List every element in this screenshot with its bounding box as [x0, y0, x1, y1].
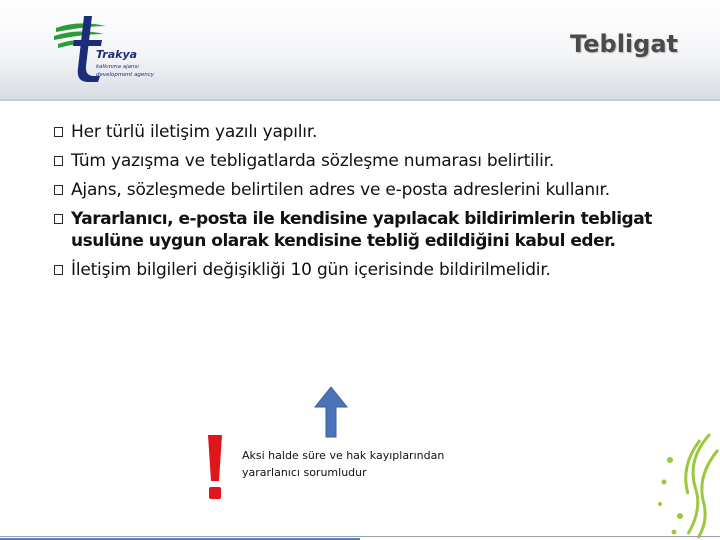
logo: [48, 10, 188, 90]
header-divider: [0, 99, 720, 101]
bottom-divider: [0, 536, 720, 537]
up-arrow-icon: [313, 385, 349, 439]
bullet-text: Yararlanıcı, e-posta ile kendisine yapılacak bildirimlerin tebligat usulüne uygun olarak kendisine tebliğ edildiğini kabul eder.: [71, 209, 652, 251]
note-line2: yararlanıcı sorumludur: [242, 466, 367, 479]
bullet-text: Ajans, sözleşmede belirtilen adres ve e-posta adreslerini kullanır.: [71, 180, 610, 200]
bullet-item: [54, 179, 694, 201]
bullet-item: [54, 208, 694, 252]
bullet-text: Tüm yazışma ve tebligatlarda sözleşme numarası belirtilir.: [71, 151, 555, 171]
page-title: Tebligat: [570, 30, 678, 58]
exclamation-icon: [204, 433, 226, 503]
bullet-text: İletişim bilgileri değişikliği 10 gün içerisinde bildirilmelidir.: [71, 260, 551, 280]
bullet-item: [54, 259, 694, 281]
checkbox-bullet-icon: [54, 156, 63, 166]
logo-subtitle-line1: kalkınma ajansı: [96, 64, 139, 70]
bullet-list: [54, 121, 694, 288]
logo-name: Trakya: [96, 48, 138, 61]
checkbox-bullet-icon: [54, 214, 63, 224]
logo-subtitle-line2: development agency: [96, 72, 155, 78]
bullet-item: [54, 121, 694, 143]
checkbox-bullet-icon: [54, 265, 63, 275]
checkbox-bullet-icon: [54, 127, 63, 137]
swirl-decoration: [640, 430, 720, 540]
warning-note: [242, 447, 502, 481]
checkbox-bullet-icon: [54, 185, 63, 195]
bullet-item: [54, 150, 694, 172]
note-line1: Aksi halde süre ve hak kayıplarından: [242, 449, 445, 462]
bullet-text: Her türlü iletişim yazılı yapılır.: [71, 122, 318, 142]
